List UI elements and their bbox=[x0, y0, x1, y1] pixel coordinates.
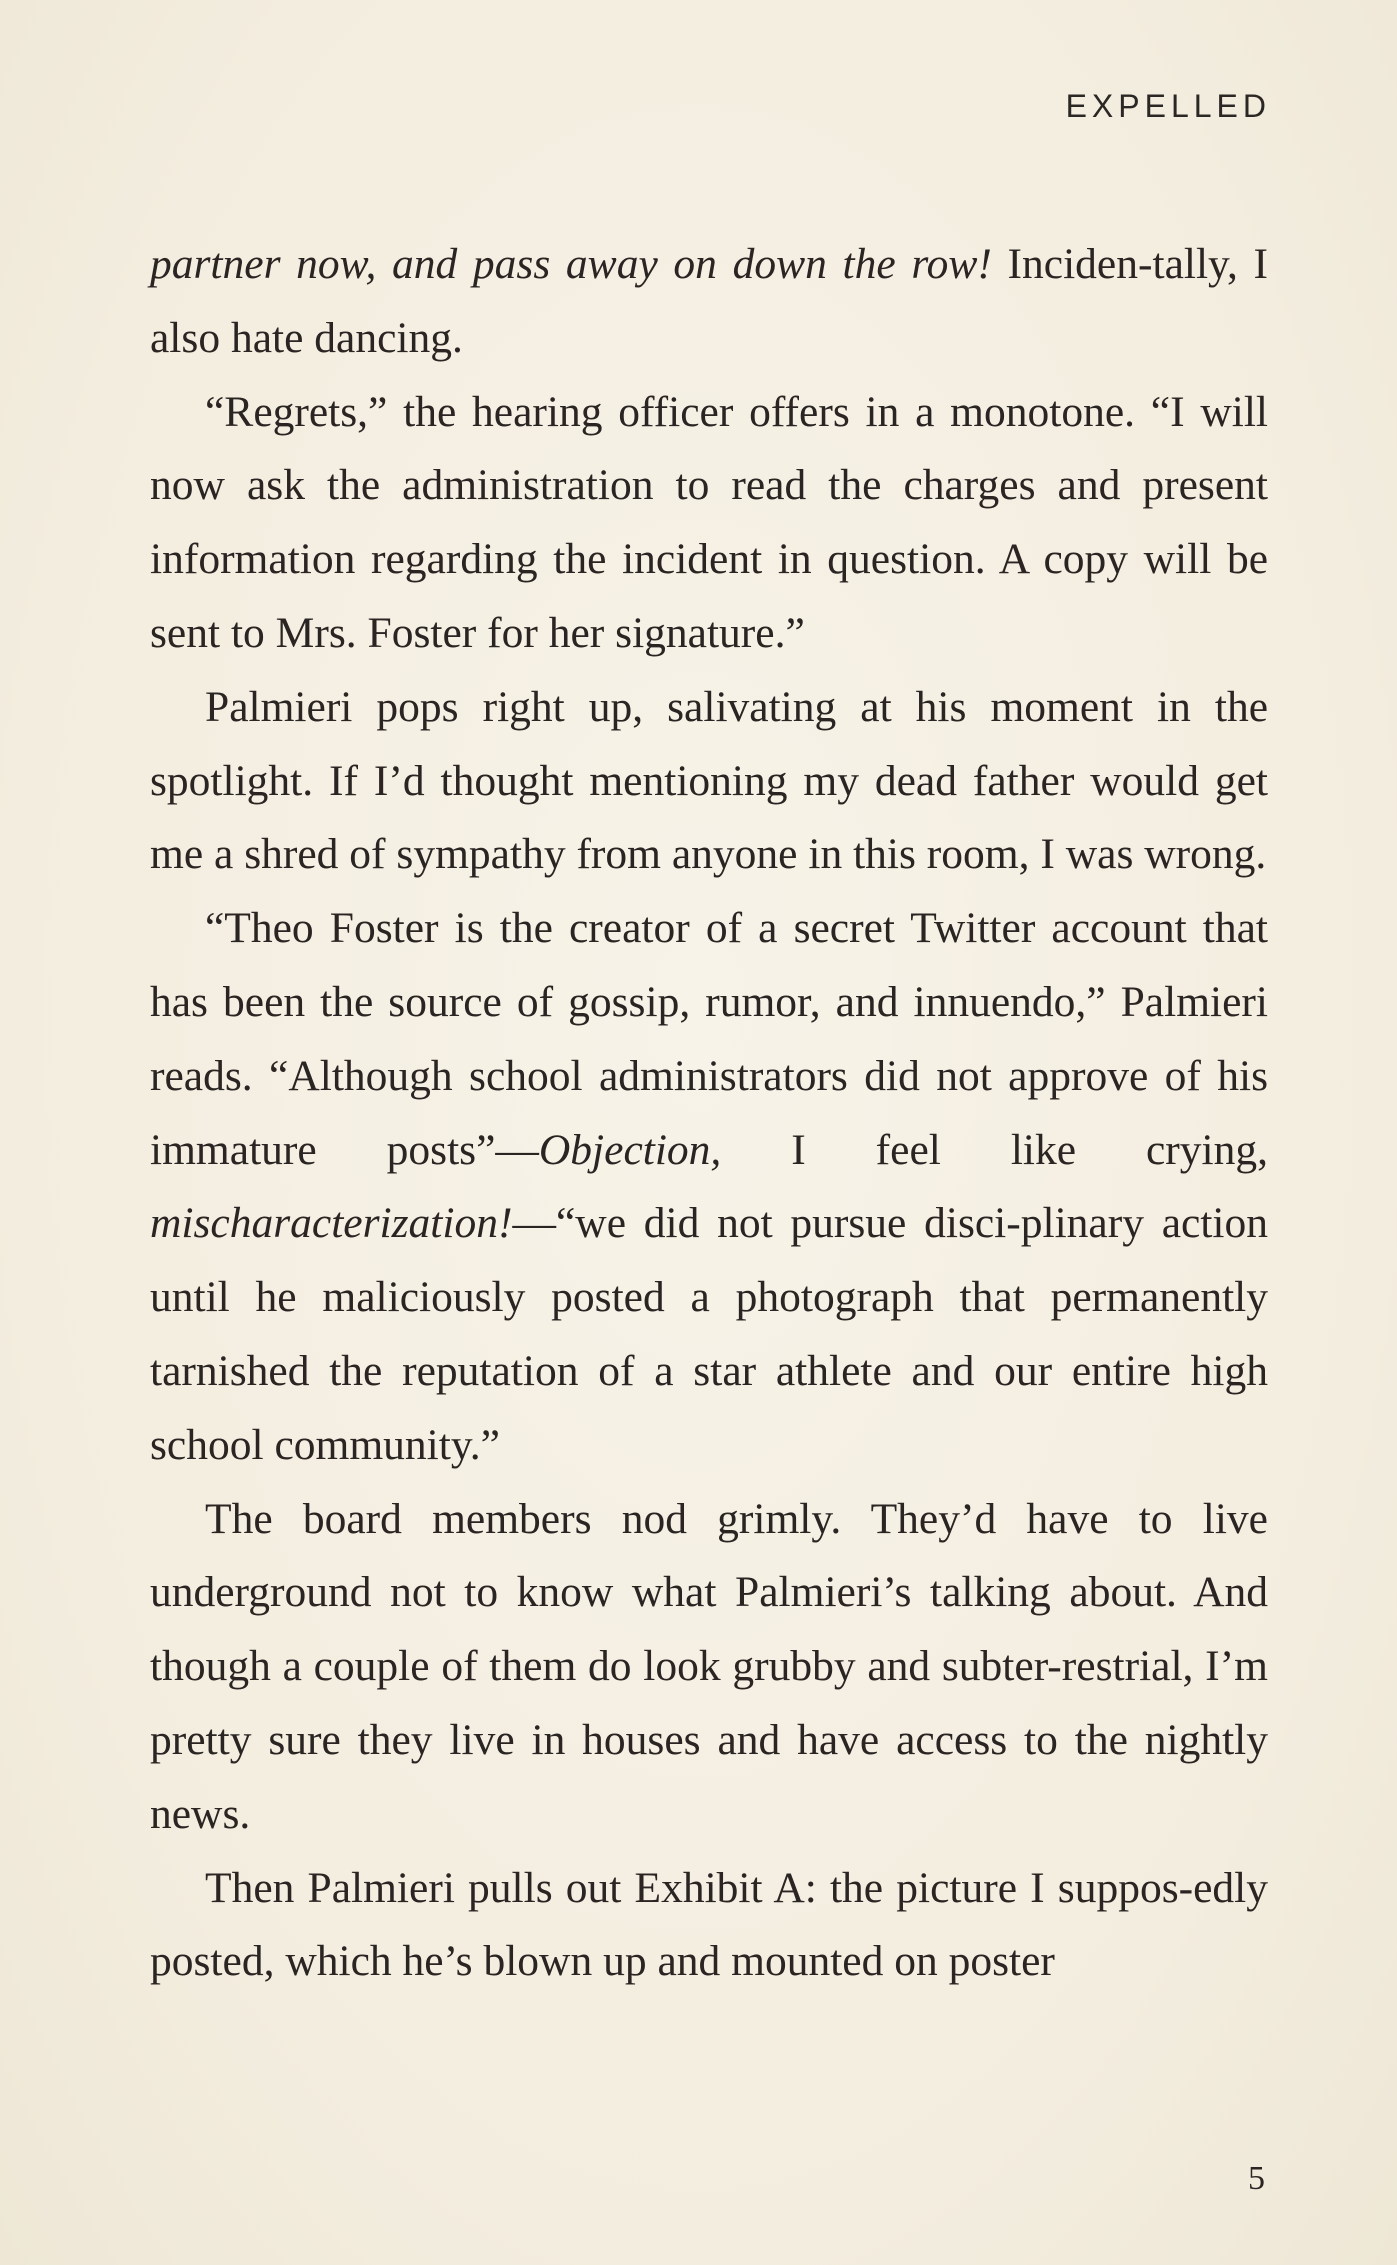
text-span: Then Palmieri pulls out Exhibit A: the picture I suppos-edly posted, which he’s blown up and mounted on poster bbox=[150, 1863, 1268, 1986]
italic-mischaracterization: mischaracterization! bbox=[150, 1199, 513, 1248]
paragraph-3 bbox=[150, 671, 1268, 892]
text-span: “Theo Foster is the creator of a secret Twitter account that has been the source of gossip, rumor, and innuendo,” Palmieri reads. “Although school administrators did not approve of his immature posts”— bbox=[150, 904, 1268, 1174]
text-span: “Regrets,” the hearing officer offers in a monotone. “I will now ask the administration to read the charges and present information regarding the incident in question. A copy will be sent to Mrs. Foster for her signature.” bbox=[150, 387, 1268, 657]
text-span: —“we did not pursue disci-plinary action until he maliciously posted a photograph that permanently tarnished the reputation of a star athlete and our entire high school community.” bbox=[150, 1199, 1268, 1469]
paragraph-6 bbox=[150, 1852, 1268, 2000]
page-number: 5 bbox=[1248, 2160, 1265, 2197]
text-span: The board members nod grimly. They’d have to live underground not to know what Palmieri’s talking about. And though a couple of them do look grubby and subter-restrial, I’m pretty sure they live in houses and have access to the nightly news. bbox=[150, 1494, 1268, 1838]
text-span: I feel like crying, bbox=[721, 1125, 1268, 1174]
paragraph-1 bbox=[150, 228, 1268, 376]
paragraph-2 bbox=[150, 376, 1268, 671]
running-head: EXPELLED bbox=[1065, 88, 1271, 124]
italic-objection: Objection, bbox=[538, 1125, 722, 1174]
dialogue-italic: partner now, and pass away on down the row! bbox=[150, 240, 992, 288]
text-span: Palmieri pops right up, salivating at his moment in the spotlight. If I’d thought mentioning my dead father would get me a shred of sympathy from anyone in this room, I was wrong. bbox=[150, 682, 1268, 879]
text-span: Inciden-tally, I also hate dancing. bbox=[150, 240, 1268, 362]
paragraph-4 bbox=[150, 892, 1268, 1482]
body-text bbox=[150, 228, 1268, 1999]
paragraph-5 bbox=[150, 1483, 1268, 1852]
